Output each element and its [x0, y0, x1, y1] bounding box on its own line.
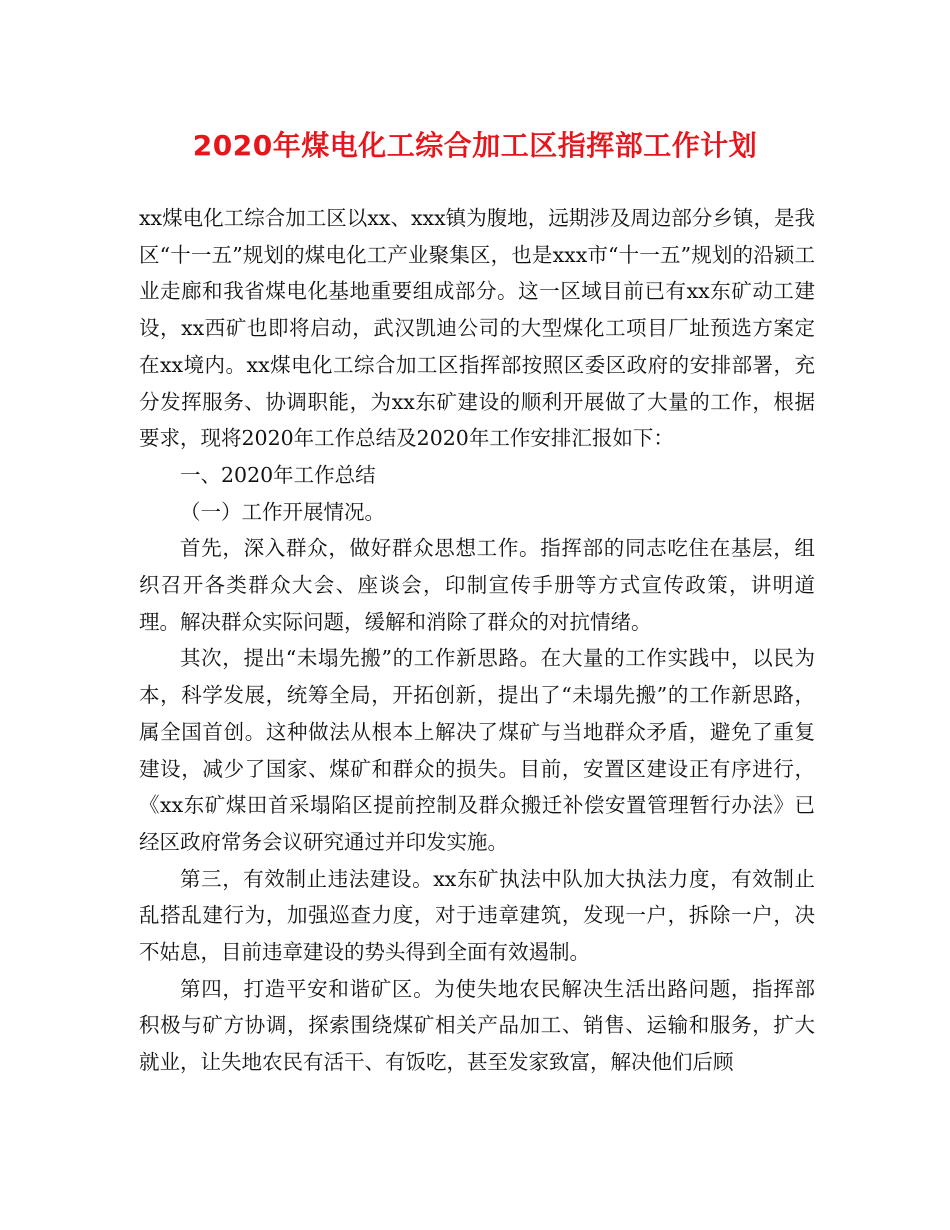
paragraph-first: 首先，深入群众，做好群众思想工作。指挥部的同志吃住在基层，组织召开各类群众大会、座谈会，印制宣传手册等方式宣传政策，讲明道理。解决群众实际问题，缓解和消除了群众的对抗情绪。: [139, 536, 815, 634]
paragraph-third: 第三，有效制止违法建设。xx东矿执法中队加大执法力度，有效制止乱搭乱建行为，加强巡查力度，对于违章建筑，发现一户，拆除一户，决不姑息，目前违章建设的势头得到全面有效遏制。: [139, 866, 815, 965]
document-body: [139, 200, 815, 1081]
section-heading: 一、2020年工作总结: [180, 462, 376, 487]
paragraph-fourth: 第四，打造平安和谐矿区。为使失地农民解决生活出路问题，指挥部积极与矿方协调，探索围绕煤矿相关产品加工、销售、运输和服务，扩大就业，让失地农民有活干、有饭吃，甚至发家致富，解决他们后顾: [139, 976, 815, 1075]
paragraph-second: 其次，提出“未塌先搬”的工作新思路。在大量的工作实践中，以民为本，科学发展，统筹全局，开拓创新，提出了“未塌先搬”的工作新思路，属全国首创。这种做法从根本上解决了煤矿与当地群众矛盾，避免了重复建设，减少了国家、煤矿和群众的损失。目前，安置区建设正有序进行，《xx东矿煤田首采塌陷区提前控制及群众搬迁补偿安置管理暂行办法》已经区政府常务会议研究通过并印发实施。: [139, 646, 815, 854]
subsection-heading: （一）工作开展情况。: [180, 499, 385, 524]
intro-paragraph: xx煤电化工综合加工区以xx、xxx镇为腹地，远期涉及周边部分乡镇，是我区“十一五”规划的煤电化工产业聚集区，也是xxx市“十一五”规划的沿颍工业走廊和我省煤电化基地重要组成部分。这一区域目前已有xx东矿动工建设，xx西矿也即将启动，武汉凯迪公司的大型煤化工项目厂址预选方案定在xx境内。xx煤电化工综合加工区指挥部按照区委区政府的安排部署，充分发挥服务、协调职能，为xx东矿建设的顺利开展做了大量的工作，根据要求，现将2020年工作总结及2020年工作安排汇报如下：: [139, 206, 815, 451]
document-title: 2020年煤电化工综合加工区指挥部工作计划: [192, 129, 758, 162]
